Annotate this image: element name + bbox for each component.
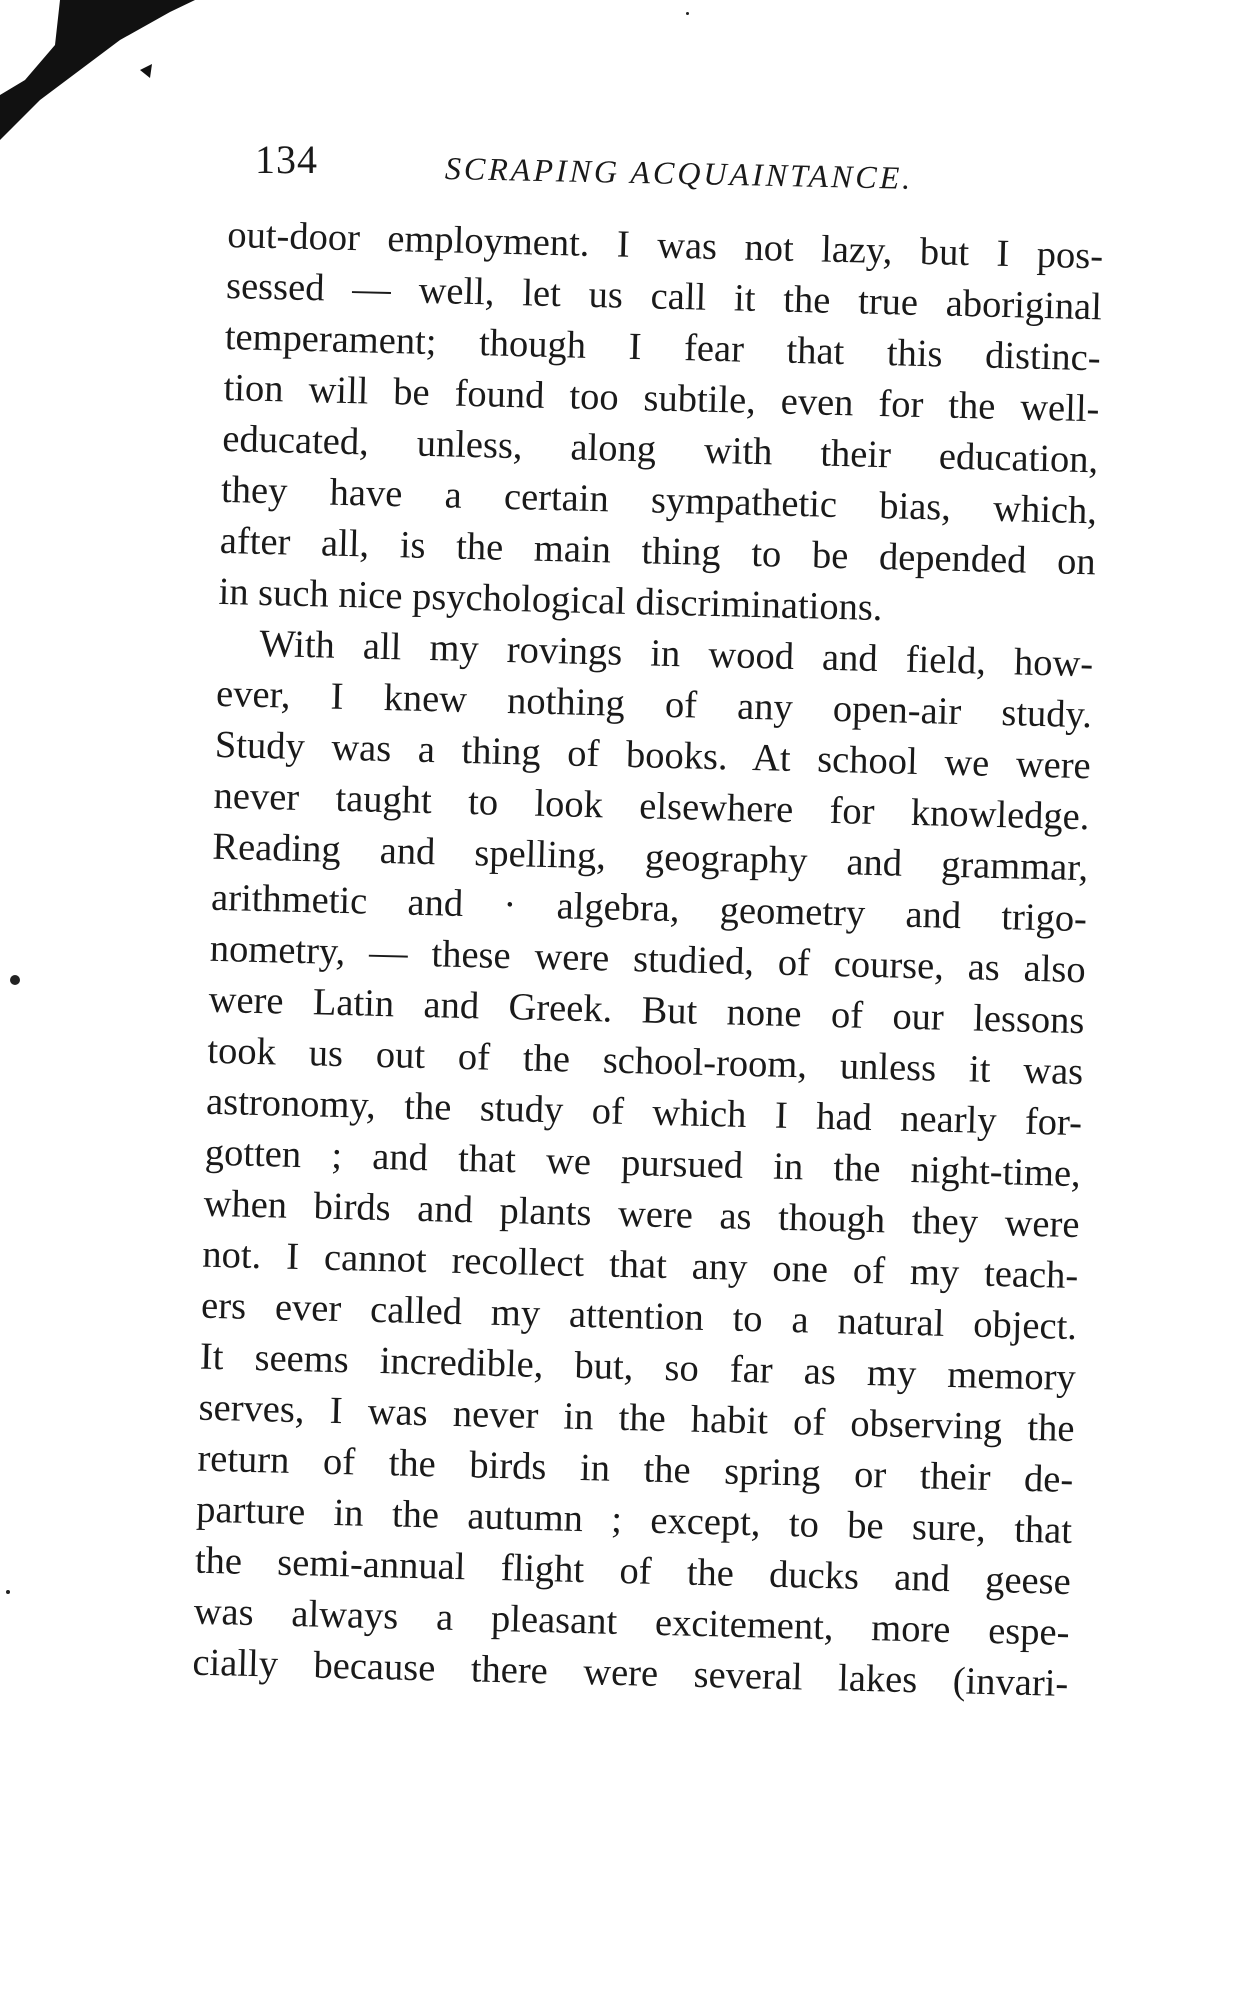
text-line: serves, I was never in the habit of observing the [198,1386,1075,1451]
running-title: SCRAPING ACQUAINTANCE. [444,150,914,196]
text-line: astronomy, the study of which I had nearly for- [205,1080,1083,1145]
text-line: took us out of the school-room, unless it was [206,1029,1084,1094]
page-speck [10,975,20,985]
text-line: they have a certain sympathetic bias, which, [220,468,1098,533]
text-line: sessed — well, let us call it the true aboriginal [225,264,1103,329]
text-line: tion will be found too subtile, even for the well- [223,366,1100,431]
text-line: not. I cannot recollect that any one of my teach- [201,1233,1079,1298]
text-line: out-door employment. I was not lazy, but I pos- [226,213,1104,278]
ink-smudge-mark [0,0,200,160]
page-speck [686,12,689,15]
text-line: return of the birds in the spring or their de- [196,1437,1074,1502]
body-text [192,210,1128,1711]
text-line: ever, I knew nothing of any open-air study. [215,672,1093,737]
text-line: Reading and spelling, geography and grammar, [211,825,1089,890]
page-speck [6,1590,10,1594]
text-line: parture in the autumn ; except, to be sure, that [195,1488,1073,1553]
text-line: Study was a thing of books. At school we were [214,723,1092,788]
text-line: were Latin and Greek. But none of our lessons [208,978,1085,1043]
text-line: never taught to look elsewhere for knowledge. [213,774,1090,839]
text-line: nometry, — these were studied, of course, as also [209,927,1087,992]
text-line: temperament; though I fear that this distinc- [224,315,1102,380]
text-line: the semi-annual flight of the ducks and geese [194,1539,1072,1603]
text-line: ers ever called my attention to a natural object. [200,1284,1078,1349]
text-line: after all, is the main thing to be depended on [219,519,1097,584]
text-line: With all my rovings in wood and field, how- [258,622,1094,686]
text-line: educated, unless, along with their education, [221,417,1099,482]
page-number: 134 [255,137,318,182]
text-line: gotten ; and that we pursued in the night-time, [204,1131,1082,1196]
text-line: was always a pleasant excitement, more espe- [193,1590,1070,1654]
text-line: It seems incredible, but, so far as my memory [199,1335,1077,1400]
text-line: arithmetic and · algebra, geometry and trigo- [210,876,1088,941]
text-line: when birds and plants were as though they were [203,1182,1080,1247]
running-head [255,128,1155,196]
text-line: cially because there were several lakes (invari- [191,1641,1069,1705]
text-line: in such nice psychological discriminations. [218,570,883,630]
